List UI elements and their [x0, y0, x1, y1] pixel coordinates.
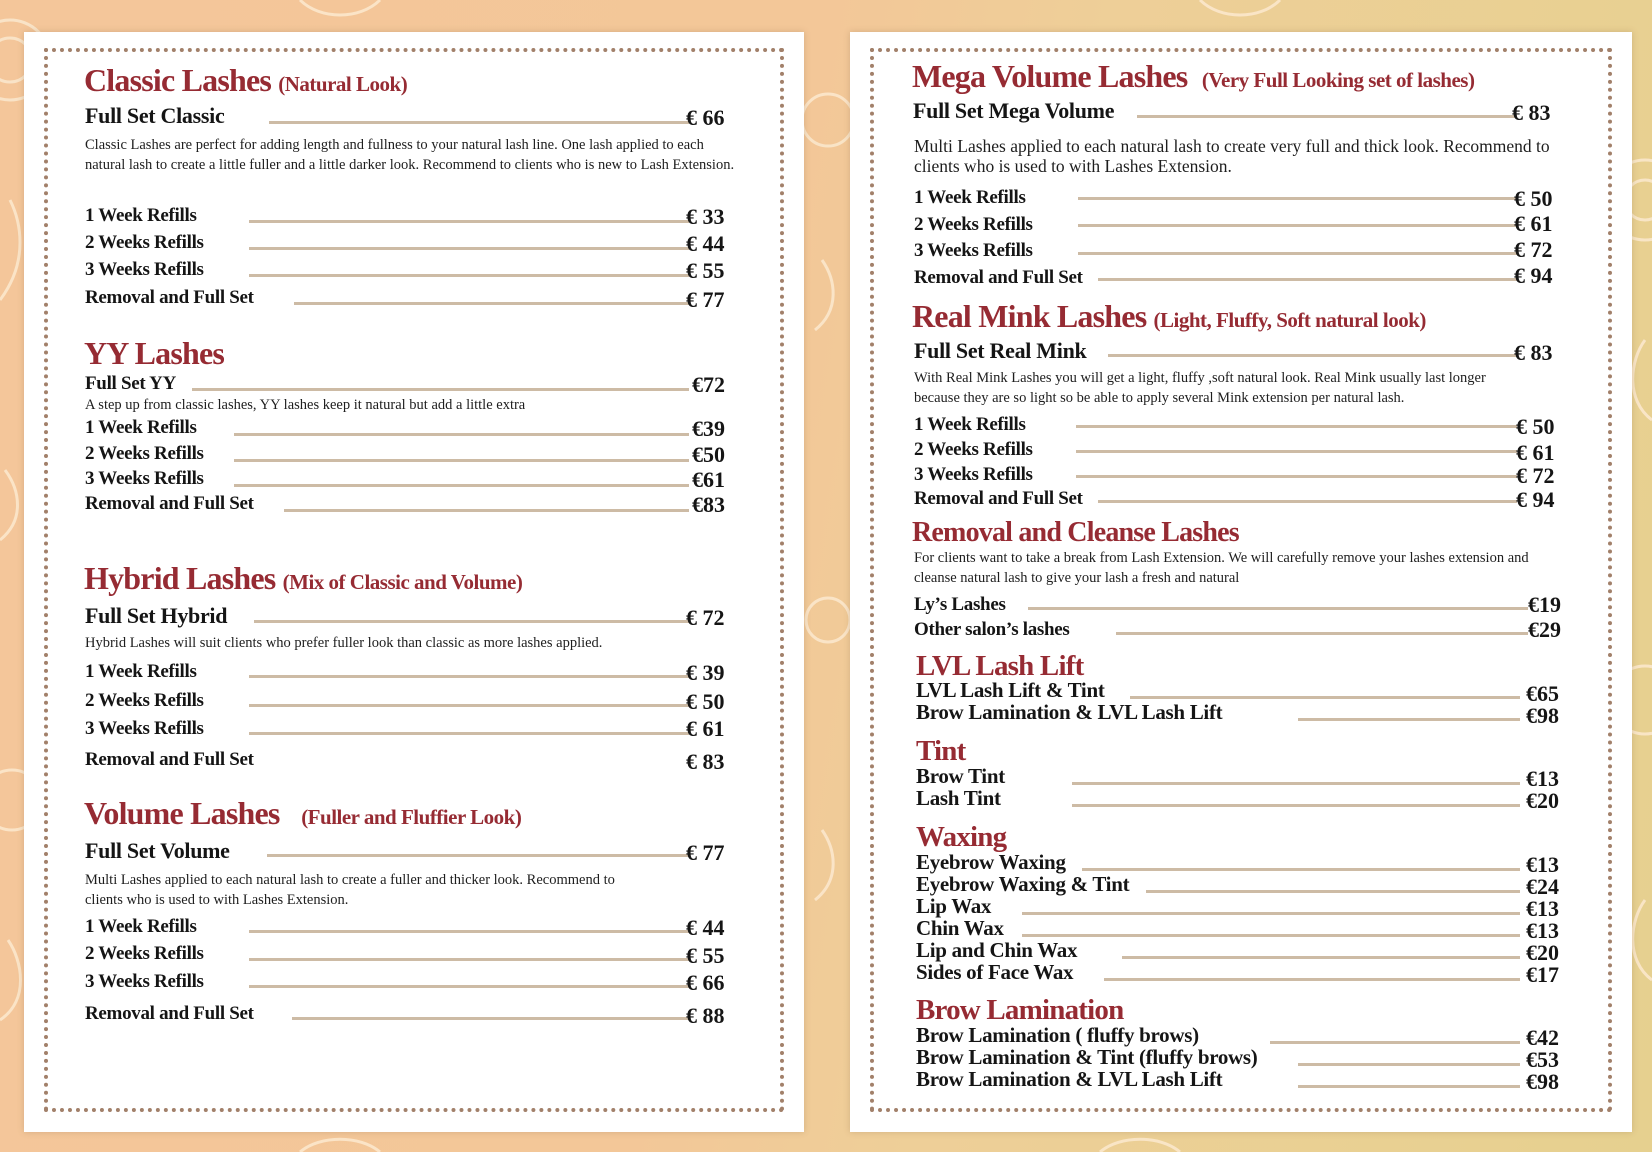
section-title-volume-lashes: Volume Lashes (Fuller and Fluffier Look)	[84, 795, 522, 831]
full-set-hybrid-label: Full Set Hybrid	[85, 603, 228, 628]
leader-line	[1076, 475, 1517, 478]
menu-item-label: 1 Week Refills	[85, 205, 197, 226]
leader-line	[1298, 1063, 1520, 1066]
leader-line	[1122, 956, 1520, 959]
leader-line	[1098, 500, 1517, 503]
leader-line	[269, 121, 689, 124]
removal-description: For clients want to take a break from Lash Extension. We will carefully remove your lashes extension and cleanse natural lash to give your lash a fresh and natural	[914, 550, 1529, 586]
leader-line	[284, 509, 689, 512]
full-set-real-mink-price: € 83	[1514, 340, 1553, 365]
menu-item-label: 2 Weeks Refills	[914, 214, 1033, 235]
menu-item-label: Brow Tint	[916, 764, 1005, 788]
menu-item-label: Other salon’s lashes	[914, 619, 1070, 640]
leader-line	[249, 675, 689, 678]
leader-line	[1072, 782, 1520, 785]
menu-item-price: € 61	[1514, 211, 1553, 236]
full-set-classic-price: € 66	[686, 105, 725, 130]
menu-item-price: € 33	[686, 204, 725, 229]
menu-item-label: Removal and Full Set	[85, 493, 254, 514]
menu-item-label: 1 Week Refills	[914, 414, 1026, 435]
leader-line	[294, 302, 689, 305]
section-title-classic-lashes: Classic Lashes (Natural Look)	[84, 62, 408, 98]
leader-line	[1076, 450, 1517, 453]
leader-line	[1022, 912, 1520, 915]
menu-item-label: 3 Weeks Refills	[85, 259, 204, 280]
full-set-classic-label: Full Set Classic	[85, 103, 225, 128]
menu-item-label: Brow Lamination ( fluffy brows)	[916, 1023, 1199, 1047]
real-mink-description: With Real Mink Lashes you will get a light, fluffy ,soft natural look. Real Mink usually last longer because they are so light so be able to apply several Mink extension per natural lash.	[914, 370, 1486, 406]
menu-item-price: € 72	[1516, 463, 1555, 488]
menu-item-label: 2 Weeks Refills	[914, 439, 1033, 460]
menu-item-price: € 50	[1516, 414, 1555, 439]
leader-line	[234, 484, 689, 487]
leader-line	[1022, 934, 1520, 937]
menu-item-label: Removal and Full Set	[914, 267, 1083, 288]
menu-item-price: €98	[1526, 1069, 1559, 1094]
hybrid-lashes-description: Hybrid Lashes will suit clients who prefer fuller look than classic as more lashes applied.	[85, 635, 603, 651]
leader-line	[1078, 252, 1517, 255]
leader-line	[249, 704, 689, 707]
leader-line	[1298, 718, 1520, 721]
menu-item-label: 3 Weeks Refills	[914, 464, 1033, 485]
menu-item-label: 1 Week Refills	[85, 661, 197, 682]
volume-lashes-description: Multi Lashes applied to each natural lash to create a fuller and thicker look. Recommend to clients who is used to with Lashes Extension.	[85, 872, 615, 908]
full-set-hybrid-price: € 72	[686, 605, 725, 630]
menu-item-label: 2 Weeks Refills	[85, 443, 204, 464]
menu-item-label: 3 Weeks Refills	[85, 468, 204, 489]
menu-item-label: 3 Weeks Refills	[85, 971, 204, 992]
section-title-yy-lashes: YY Lashes	[84, 335, 225, 371]
section-title-brow-lamination: Brow Lamination	[916, 994, 1124, 1026]
menu-item-price: €50	[692, 442, 725, 467]
leader-line	[1298, 1085, 1520, 1088]
menu-item-label: Eyebrow Waxing	[916, 850, 1066, 874]
menu-item-price: € 77	[686, 287, 725, 312]
menu-item-price: € 39	[686, 660, 725, 685]
full-set-real-mink-label: Full Set Real Mink	[914, 338, 1087, 363]
full-set-yy-label: Full Set YY	[85, 373, 176, 394]
menu-item-label: Lip Wax	[916, 894, 992, 918]
menu-item-label: Brow Lamination & LVL Lash Lift	[916, 1067, 1223, 1091]
menu-item-price: €13	[1526, 918, 1559, 943]
menu-item-label: Brow Lamination & Tint (fluffy brows)	[916, 1045, 1258, 1069]
menu-item-price: €13	[1526, 766, 1559, 791]
menu-item-price: €98	[1526, 703, 1559, 728]
flower-ornament	[802, 94, 854, 146]
left-menu-panel	[24, 32, 804, 1132]
menu-item-price: €13	[1526, 896, 1559, 921]
menu-item-label: 1 Week Refills	[914, 187, 1026, 208]
menu-item-price: € 66	[686, 970, 725, 995]
yy-lashes-description: A step up from classic lashes, YY lashes keep it natural but add a little extra	[85, 397, 526, 413]
leader-line	[267, 854, 689, 857]
menu-item-label: Brow Lamination & LVL Lash Lift	[916, 700, 1223, 724]
menu-item-price: €17	[1526, 962, 1559, 987]
leader-line	[1116, 632, 1528, 635]
menu-item-price: €13	[1526, 852, 1559, 877]
full-set-mega-volume-label: Full Set Mega Volume	[913, 98, 1115, 123]
menu-item-price: €83	[692, 492, 725, 517]
menu-item-label: 2 Weeks Refills	[85, 690, 204, 711]
menu-item-price: €42	[1526, 1025, 1559, 1050]
leader-line	[1082, 868, 1520, 871]
full-set-volume-price: € 77	[686, 840, 725, 865]
menu-item-price: €39	[692, 416, 725, 441]
menu-item-price: €65	[1526, 681, 1559, 706]
section-title-removal-and-cleanse: Removal and Cleanse Lashes	[912, 517, 1239, 548]
leader-line	[1130, 696, 1520, 699]
leader-line	[1108, 354, 1517, 357]
leader-line	[249, 732, 689, 735]
leader-line	[1028, 607, 1528, 610]
leader-line	[249, 274, 689, 277]
leader-line	[249, 220, 689, 223]
menu-item-price: € 44	[686, 915, 725, 940]
menu-item-price: € 61	[686, 716, 725, 741]
full-set-volume-label: Full Set Volume	[85, 838, 230, 863]
leader-line	[254, 620, 689, 623]
menu-item-label: Removal and Full Set	[85, 287, 254, 308]
full-set-mega-volume-price: € 83	[1512, 100, 1551, 125]
leader-line	[249, 247, 689, 250]
leader-line	[249, 930, 689, 933]
menu-item-price: € 55	[686, 258, 725, 283]
menu-item-price: €20	[1526, 940, 1559, 965]
leader-line	[1078, 224, 1517, 227]
section-title-real-mink-lashes: Real Mink Lashes (Light, Fluffy, Soft natural look)	[912, 298, 1426, 334]
menu-item-price: € 94	[1514, 263, 1553, 288]
mega-volume-description: Multi Lashes applied to each natural lash to create very full and thick look. Recommend to clients who is used to with Lashes Extension.	[914, 136, 1550, 177]
menu-item-label: Sides of Face Wax	[916, 960, 1074, 984]
section-title-tint: Tint	[916, 735, 966, 767]
menu-item-price: €53	[1526, 1047, 1559, 1072]
menu-item-price: € 50	[686, 689, 725, 714]
menu-item-label: 3 Weeks Refills	[85, 718, 204, 739]
menu-item-price: € 72	[1514, 237, 1553, 262]
leader-line	[1078, 197, 1517, 200]
menu-item-price: € 88	[686, 1003, 725, 1028]
section-title-waxing: Waxing	[916, 821, 1007, 853]
leaf-ornament	[0, 200, 20, 300]
menu-item-label: 1 Week Refills	[85, 417, 197, 438]
leader-line	[1072, 804, 1520, 807]
menu-item-label: Chin Wax	[916, 916, 1004, 940]
section-title-mega-volume-lashes: Mega Volume Lashes (Very Full Looking set of lashes)	[912, 58, 1475, 94]
menu-item-price: € 61	[1516, 440, 1555, 465]
menu-item-price: €20	[1526, 788, 1559, 813]
section-title-hybrid-lashes: Hybrid Lashes (Mix of Classic and Volume)	[84, 560, 523, 596]
menu-item-label: Lip and Chin Wax	[916, 938, 1078, 962]
menu-item-label: 1 Week Refills	[85, 916, 197, 937]
leader-line	[234, 433, 689, 436]
leader-line	[1146, 890, 1520, 893]
menu-item-label: Removal and Full Set	[914, 488, 1083, 509]
menu-item-label: LVL Lash Lift & Tint	[916, 678, 1105, 702]
menu-item-price: € 55	[686, 943, 725, 968]
menu-item-price: € 44	[686, 231, 725, 256]
leader-line	[1076, 425, 1517, 428]
menu-item-price: € 83	[686, 749, 725, 774]
menu-item-label: Removal and Full Set	[85, 749, 254, 770]
leader-line	[234, 459, 689, 462]
menu-item-price: € 94	[1516, 487, 1555, 512]
menu-item-price: €29	[1528, 617, 1561, 642]
menu-item-label: Eyebrow Waxing & Tint	[916, 872, 1130, 896]
leader-line	[249, 958, 689, 961]
classic-lashes-description: Classic Lashes are perfect for adding length and fullness to your natural lash line. One lash applied to each natural lash to create a little fuller and a little darker look. Recommend to clients who is new to Lash Extension.	[85, 137, 735, 173]
right-menu-panel	[850, 32, 1632, 1132]
menu-item-label: 2 Weeks Refills	[85, 943, 204, 964]
leader-line	[1137, 115, 1517, 118]
leader-line	[1098, 278, 1517, 281]
section-title-lvl-lash-lift: LVL Lash Lift	[916, 650, 1084, 682]
flower-ornament	[806, 598, 850, 642]
leader-line	[192, 388, 689, 391]
menu-item-label: 3 Weeks Refills	[914, 240, 1033, 261]
menu-item-label: Ly’s Lashes	[914, 594, 1006, 615]
menu-item-label: Removal and Full Set	[85, 1003, 254, 1024]
leader-line	[249, 985, 689, 988]
menu-item-price: €19	[1528, 592, 1561, 617]
menu-item-price: €24	[1526, 874, 1559, 899]
leader-line	[1104, 978, 1520, 981]
menu-item-label: Lash Tint	[916, 786, 1001, 810]
leader-line	[1270, 1041, 1520, 1044]
menu-item-price: € 50	[1514, 186, 1553, 211]
menu-item-price: €61	[692, 467, 725, 492]
full-set-yy-price: €72	[692, 372, 725, 397]
leader-line	[292, 1017, 689, 1020]
menu-item-label: 2 Weeks Refills	[85, 232, 204, 253]
